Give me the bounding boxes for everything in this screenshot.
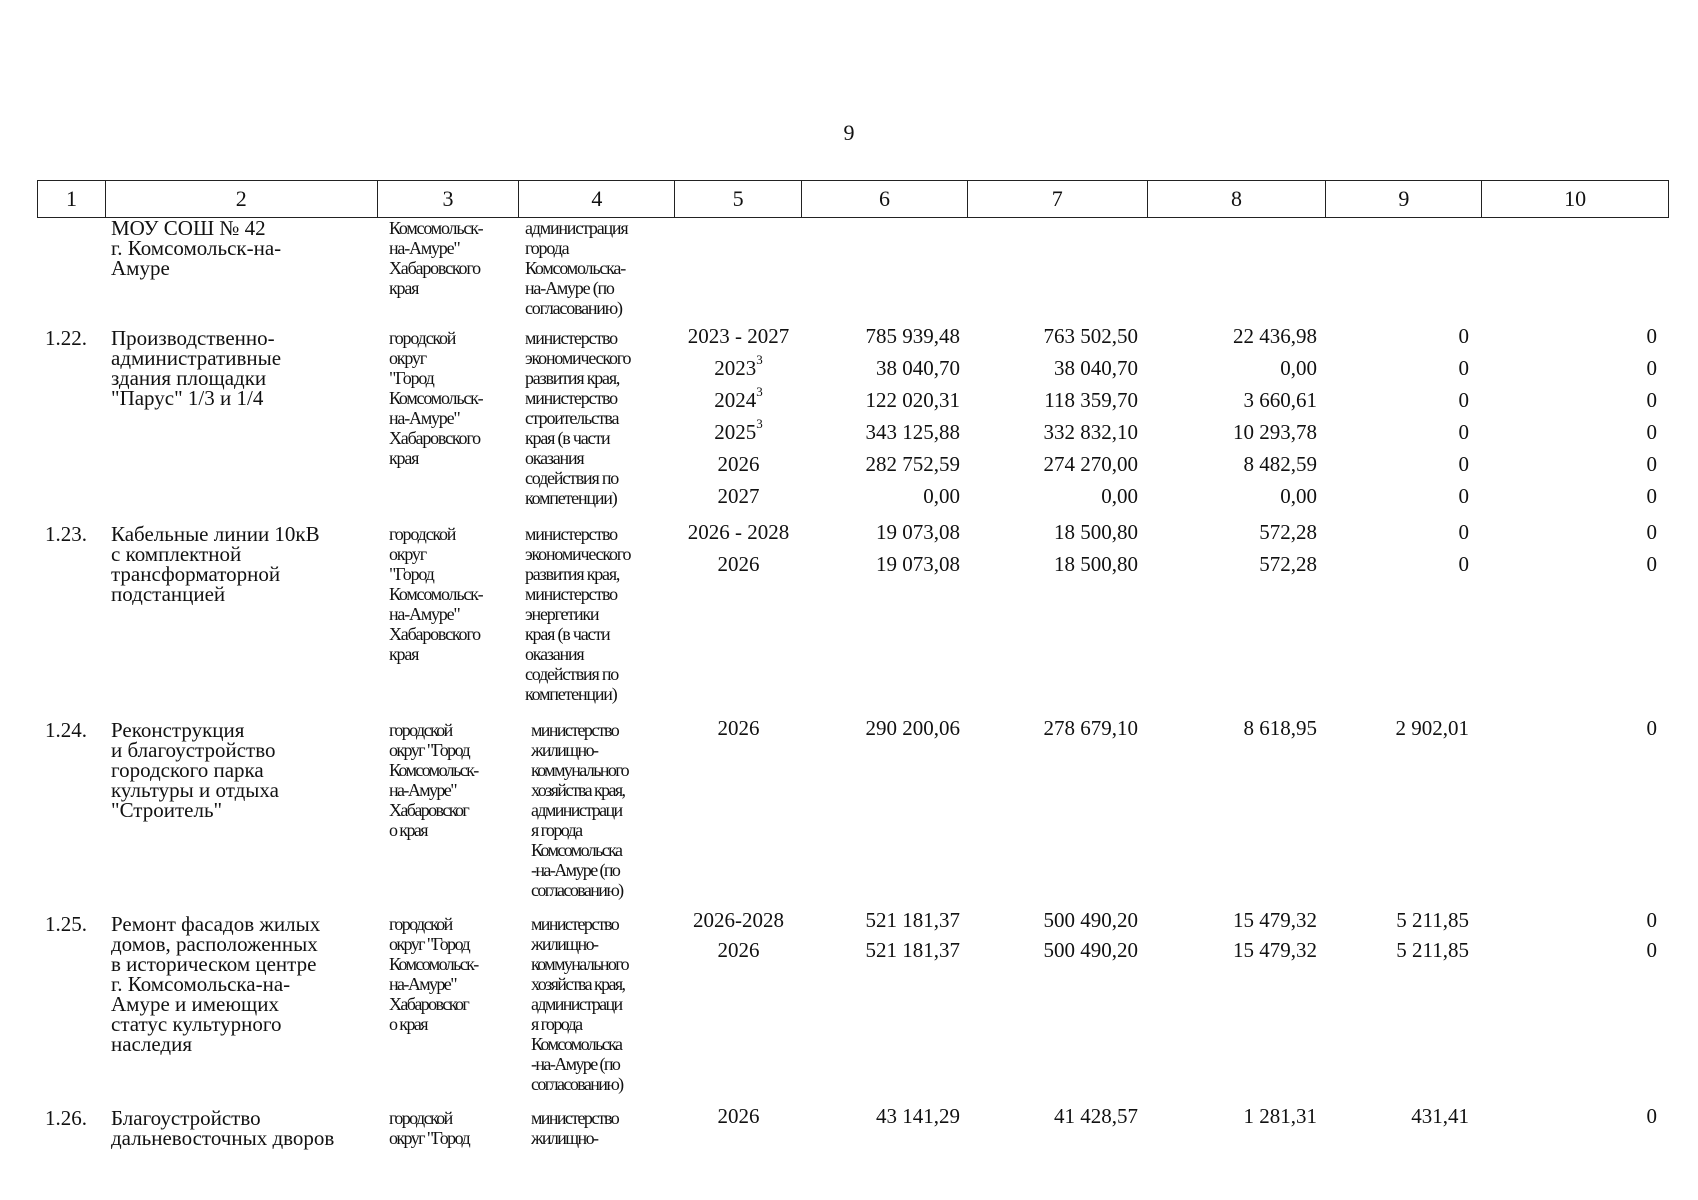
col9-values xyxy=(1327,712,1483,744)
header-col-6: 6 xyxy=(802,181,968,217)
year-cell: 2023$^3$ xyxy=(714,352,763,380)
value-cell: 0 xyxy=(1458,356,1469,380)
value-cell: 785 939,48 xyxy=(865,324,960,348)
col10-values xyxy=(1483,516,1669,580)
value-cell: 572,28 xyxy=(1259,552,1317,576)
year-cell: 2026-2028 xyxy=(693,908,784,932)
value-cell: 290 200,06 xyxy=(865,716,960,740)
header-col-8: 8 xyxy=(1148,181,1327,217)
years-column xyxy=(675,516,802,580)
value-cell: 43 141,29 xyxy=(876,1104,960,1128)
value-cell: 0 xyxy=(1458,388,1469,412)
col8-values xyxy=(1148,320,1327,512)
col6-values xyxy=(802,904,968,964)
responsible-entity: Комсомольск- на-Амуре" Хабаровского края xyxy=(389,218,483,298)
value-cell: 3 660,61 xyxy=(1243,388,1317,412)
value-cell: 19 073,08 xyxy=(876,552,960,576)
value-cell: 15 479,32 xyxy=(1233,938,1317,962)
object-name: Кабельные линии 10кВ с комплектной трансформаторной подстанцией xyxy=(111,522,320,606)
year-cell: 2026 - 2028 xyxy=(687,520,790,544)
value-cell: 278 679,10 xyxy=(1043,716,1138,740)
value-cell: 521 181,37 xyxy=(865,938,960,962)
value-cell: 431,41 xyxy=(1411,1104,1469,1128)
row-number: 1.26. xyxy=(45,1106,87,1130)
organization: министерство жилищно- коммунального хозяйства края, администраци я города Комсомольска -на-Амуре (по согласованию) xyxy=(531,720,629,900)
col6-values xyxy=(802,320,968,512)
value-cell: 500 490,20 xyxy=(1043,938,1138,962)
year-cell: 2025$^3$ xyxy=(714,416,763,444)
value-cell: 332 832,10 xyxy=(1043,420,1138,444)
organization: министерство экономического развития края, министерство строительства края (в части оказания содействия по компетенции) xyxy=(525,328,631,508)
col9-values xyxy=(1327,320,1483,512)
year-cell: 2023 - 2027 xyxy=(687,324,790,348)
value-cell: 0,00 xyxy=(1101,484,1138,508)
col9-values xyxy=(1327,904,1483,964)
responsible-entity: городской округ "Город Комсомольск- на-Амуре" Хабаровского края xyxy=(389,328,483,468)
col10-values xyxy=(1483,904,1669,964)
year-cell: 2024$^3$ xyxy=(714,384,763,412)
value-cell: 41 428,57 xyxy=(1054,1104,1138,1128)
object-name: Реконструкция и благоустройство городского парка культуры и отдыха "Строитель" xyxy=(111,718,279,822)
value-cell: 18 500,80 xyxy=(1054,520,1138,544)
value-cell: 500 490,20 xyxy=(1043,908,1138,932)
value-cell: 19 073,08 xyxy=(876,520,960,544)
value-cell: 8 618,95 xyxy=(1243,716,1317,740)
col8-values xyxy=(1148,712,1327,744)
value-cell: 22 436,98 xyxy=(1233,324,1317,348)
value-cell: 0 xyxy=(1646,484,1657,508)
col9-values xyxy=(1327,516,1483,580)
col7-values xyxy=(968,712,1148,744)
value-cell: 2 902,01 xyxy=(1395,716,1469,740)
year-cell: 2026 xyxy=(717,452,760,476)
year-cell: 2026 xyxy=(717,552,760,576)
col10-values xyxy=(1483,712,1669,744)
organization: министерство жилищно- коммунального хозяйства края, администраци я города Комсомольска -на-Амуре (по согласованию) xyxy=(531,914,629,1094)
responsible-entity: городской округ "Город Комсомольск- на-Амуре" Хабаровского края xyxy=(389,524,483,664)
value-cell: 0 xyxy=(1646,716,1657,740)
header-col-5: 5 xyxy=(675,181,802,217)
value-cell: 274 270,00 xyxy=(1043,452,1138,476)
header-col-1: 1 xyxy=(38,181,106,217)
page-number: 9 xyxy=(843,120,855,145)
value-cell: 0 xyxy=(1646,1104,1657,1128)
row-number: 1.24. xyxy=(45,718,87,742)
value-cell: 38 040,70 xyxy=(1054,356,1138,380)
responsible-entity: городской округ "Город xyxy=(389,1108,470,1148)
value-cell: 0 xyxy=(1646,552,1657,576)
col7-values xyxy=(968,1100,1148,1132)
value-cell: 521 181,37 xyxy=(865,908,960,932)
value-cell: 0 xyxy=(1458,324,1469,348)
object-name: Благоустройство дальневосточных дворов xyxy=(111,1106,335,1150)
col8-values xyxy=(1148,904,1327,964)
value-cell: 118 359,70 xyxy=(1044,388,1138,412)
value-cell: 38 040,70 xyxy=(876,356,960,380)
value-cell: 282 752,59 xyxy=(865,452,960,476)
year-cell: 2026 xyxy=(717,716,760,740)
value-cell: 572,28 xyxy=(1259,520,1317,544)
value-cell: 0 xyxy=(1458,484,1469,508)
value-cell: 8 482,59 xyxy=(1243,452,1317,476)
responsible-entity: городской округ "Город Комсомольск- на-Амуре" Хабаровског о края xyxy=(389,914,478,1034)
value-cell: 18 500,80 xyxy=(1054,552,1138,576)
row-number: 1.25. xyxy=(45,912,87,936)
header-col-9: 9 xyxy=(1326,181,1482,217)
years-column xyxy=(675,1100,802,1132)
col9-values xyxy=(1327,1100,1483,1132)
year-cell: 2026 xyxy=(717,1104,760,1128)
value-cell: 122 020,31 xyxy=(865,388,960,412)
organization: министерство жилищно- xyxy=(531,1108,619,1148)
table-header xyxy=(37,180,1669,218)
value-cell: 0 xyxy=(1458,420,1469,444)
header-col-10: 10 xyxy=(1564,186,1587,211)
object-name: Производственно- административные здания площадки "Парус" 1/3 и 1/4 xyxy=(111,326,282,410)
value-cell: 1 281,31 xyxy=(1243,1104,1317,1128)
row-number: 1.23. xyxy=(45,522,87,546)
col6-values xyxy=(802,1100,968,1132)
row-number: 1.22. xyxy=(45,326,87,350)
col8-values xyxy=(1148,1100,1327,1132)
value-cell: 0 xyxy=(1646,908,1657,932)
value-cell: 0 xyxy=(1458,552,1469,576)
col7-values xyxy=(968,904,1148,964)
year-cell: 2026 xyxy=(717,938,760,962)
organization: министерство экономического развития края, министерство энергетики края (в части оказания содействия по компетенции) xyxy=(525,524,631,704)
value-cell: 5 211,85 xyxy=(1396,908,1469,932)
value-cell: 5 211,85 xyxy=(1396,938,1469,962)
value-cell: 0 xyxy=(1646,356,1657,380)
value-cell: 15 479,32 xyxy=(1233,908,1317,932)
value-cell: 0 xyxy=(1646,938,1657,962)
value-cell: 0 xyxy=(1646,324,1657,348)
col7-values xyxy=(968,320,1148,512)
col6-values xyxy=(802,712,968,744)
value-cell: 0 xyxy=(1646,452,1657,476)
years-column xyxy=(675,320,802,512)
value-cell: 0,00 xyxy=(923,484,960,508)
value-cell: 0 xyxy=(1458,452,1469,476)
col10-values xyxy=(1483,320,1669,512)
year-cell: 2027 xyxy=(717,484,760,508)
header-col-3: 3 xyxy=(378,181,520,217)
value-cell: 10 293,78 xyxy=(1233,420,1317,444)
header-col-2: 2 xyxy=(106,181,378,217)
value-cell: 0,00 xyxy=(1280,484,1317,508)
value-cell: 0 xyxy=(1458,520,1469,544)
col7-values xyxy=(968,516,1148,580)
years-column xyxy=(675,712,802,744)
responsible-entity: городской округ "Город Комсомольск- на-Амуре" Хабаровског о края xyxy=(389,720,478,840)
object-name: Ремонт фасадов жилых домов, расположенных в историческом центре г. Комсомольска-на- Амуре и имеющих статус культурного наследия xyxy=(111,912,321,1056)
value-cell: 763 502,50 xyxy=(1043,324,1138,348)
object-name: МОУ СОШ № 42 г. Комсомольск-на- Амуре xyxy=(111,216,282,280)
col8-values xyxy=(1148,516,1327,580)
value-cell: 343 125,88 xyxy=(865,420,960,444)
organization: администрация города Комсомольска- на-Амуре (по согласованию) xyxy=(525,218,628,318)
header-col-4: 4 xyxy=(519,181,675,217)
value-cell: 0 xyxy=(1646,420,1657,444)
value-cell: 0,00 xyxy=(1280,356,1317,380)
col10-values xyxy=(1483,1100,1669,1132)
value-cell: 0 xyxy=(1646,520,1657,544)
col6-values xyxy=(802,516,968,580)
years-column xyxy=(675,904,802,964)
header-col-7: 7 xyxy=(968,181,1148,217)
value-cell: 0 xyxy=(1646,388,1657,412)
